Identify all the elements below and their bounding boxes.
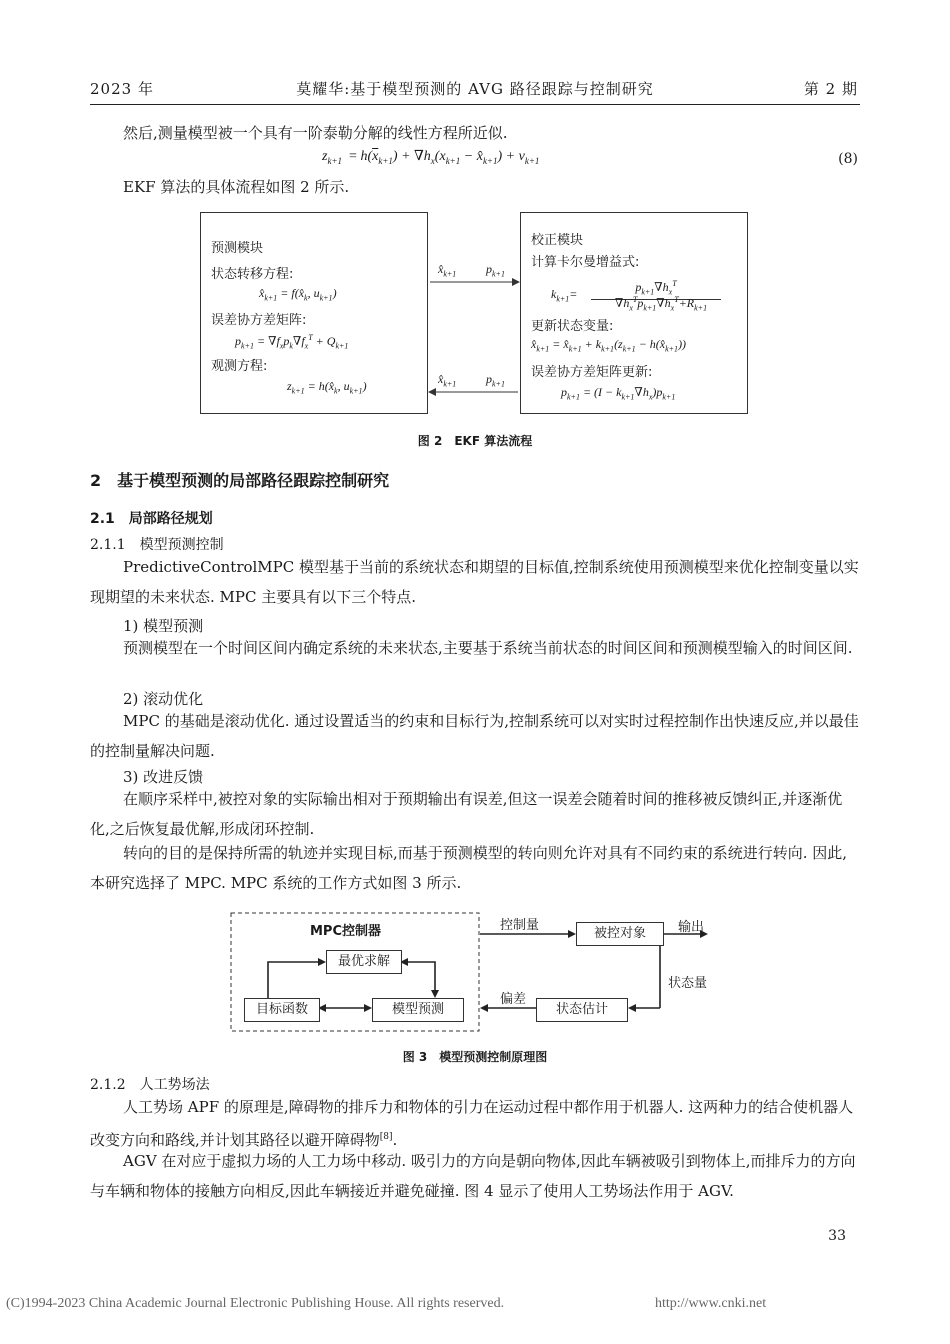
arrow-top-x: $x̂_{k+1}$ [438,262,457,279]
figure-2 [200,212,748,414]
state-quantity-label: 状态量 [668,976,708,991]
header-rule [90,104,860,105]
state-estimation-box: 状态估计 [536,998,628,1022]
model-prediction-box: 模型预测 [372,998,464,1022]
equation-8: $z_{k+1} = h(\overline{x}_{k+1}) + \nabla h_x(x_{k+1}$ − $x̂_{k+1}) + v_{k+1}$ [322,149,540,166]
header-title: 莫耀华:基于模型预测的 AVG 路径跟踪与控制研究 [296,80,654,98]
figure-3 [230,912,730,1034]
mpc-item-3: 3) 改进反馈 [123,768,204,786]
covariance-update-equation: $p_{k+1} = (I - k_{k+1}\nabla h_x)p_{k+1}$ [561,385,676,402]
mpc-item-2: 2) 滚动优化 [123,690,204,708]
figure-3-caption: 图 3 模型预测控制原理图 [402,1050,548,1064]
correction-module-box: 校正模块 计算卡尔曼增益式: $k_{k+1}=$ $p_{k+1}\nabla h_x^T$ $\nabla h_x^Tp_{k+1}\nabla h_x^T+R_{k+1}$ 更新状态变量: $x̂_{k+1}$ = $x̂_{k+1} + k_{k+1}(z_{k+1}$ − $h(x̂_{k+1})$) 误差协方差矩阵更新: $p_{k+1} = (I - k_{k+1}\nabla h_x)p_{k+1}$ [520,212,748,414]
eq8-lhs: z [322,149,328,164]
mpc-paragraph-4: 在顺序采样中,被控对象的实际输出相对于预期输出有误差,但这一误差会随着时间的推移被反馈纠正,并逐渐优化,之后恢复最优解,形成闭环控制. [90,790,843,838]
section-2-1-2-title: 2.1.2 人工势场法 [90,1077,210,1093]
controlled-object-box: 被控对象 [576,922,664,946]
section-2-1-title: 2.1 局部路径规划 [90,511,213,527]
state-transition-equation: $x̂_{k+1}$ = $f(x̂_k$, $u_{k+1}$) [259,286,337,303]
observation-label: 观测方程: [211,359,268,374]
control-quantity-label: 控制量 [500,918,540,933]
intro-paragraph-1: 然后,测量模型被一个具有一阶泰勒分解的线性方程所近似. [123,124,508,142]
header-issue: 第 2 期 [803,80,858,98]
citation-8: [8] [379,1132,393,1142]
output-label: 输出 [678,920,705,935]
optimal-solution-box: 最优求解 [326,950,402,974]
deviation-label: 偏差 [500,992,527,1007]
prediction-module-title: 预测模块 [211,241,264,256]
apf-paragraph-2: AGV 在对应于虚拟力场的人工力场中移动. 吸引力的方向是朝向物体,因此车辆被吸引到物体上,而排斥力的方向与车辆和物体的接触方向相反,因此车辆接近并避免碰撞. 图 4 显示了使用人工势场法作用于 AGV. [90,1152,856,1200]
objective-function-box: 目标函数 [244,998,320,1022]
correction-module-title: 校正模块 [531,233,584,248]
section-2-1-1-title: 2.1.1 模型预测控制 [90,537,224,553]
page-number: 33 [828,1228,846,1244]
figure-2-caption: 图 2 EKF 算法流程 [417,434,533,448]
mpc-item-1: 1) 模型预测 [123,617,204,635]
update-state-equation: $x̂_{k+1}$ = $x̂_{k+1} + k_{k+1}(z_{k+1}$ − $h(x̂_{k+1})$) [531,337,687,354]
arrow-top-p: $p_{k+1}$ [486,262,505,279]
mpc-paragraph-3: MPC 的基础是滚动优化. 通过设置适当的约束和目标行为,控制系统可以对实时过程控制作出快速反应,并以最佳的控制量解决问题. [90,712,859,760]
error-covariance-label: 误差协方差矩阵: [211,313,307,328]
observation-equation: $z_{k+1}$ = $h(x̂_k$, $u_{k+1}$) [287,379,367,396]
arrow-bottom-p: $p_{k+1}$ [486,372,505,389]
kalman-gain-label: 计算卡尔曼增益式: [531,255,640,270]
apf-paragraph-1: 人工势场 APF 的原理是,障碍物的排斥力和物体的引力在运动过程中都作用于机器人. 这两种力的结合使机器人改变方向和路线,并计划其路径以避开障碍物[8]. [90,1098,854,1149]
mpc-paragraph-2: 预测模型在一个时间区间内确定系统的未来状态,主要基于系统当前状态的时间区间和预测模型输入的时间区间. [123,639,853,657]
mpc-controller-label: MPC控制器 [310,924,382,939]
cnki-link[interactable]: http://www.cnki.net [655,1296,767,1311]
equation-8-number: (8) [838,151,858,167]
arrow-bottom-x: $x̂_{k+1}$ [438,372,457,389]
header-year: 2023 年 [90,80,154,98]
covariance-update-label: 误差协方差矩阵更新: [531,365,653,380]
state-transition-label: 状态转移方程: [211,267,294,282]
mpc-paragraph-5: 转向的目的是保持所需的轨迹并实现目标,而基于预测模型的转向则允许对具有不同约束的系统进行转向. 因此,本研究选择了 MPC. MPC 系统的工作方式如图 3 所示. [90,844,848,892]
mpc-paragraph-1: PredictiveControlMPC 模型基于当前的系统状态和期望的目标值,控制系统使用预测模型来优化控制变量以实现期望的未来状态. MPC 主要具有以下三个特点. [90,558,859,606]
intro-paragraph-2: EKF 算法的具体流程如图 2 所示. [123,178,350,196]
copyright-footer: (C)1994-2023 China Academic Journal Electronic Publishing House. All rights reserved. [6,1296,505,1311]
section-2-title: 2 基于模型预测的局部路径跟踪控制研究 [90,471,390,490]
update-state-label: 更新状态变量: [531,319,614,334]
error-covariance-equation: $p_{k+1} = \nabla f_xp_k\nabla f_x^T + Q_{k+1}$ [235,333,349,351]
prediction-module-box [200,212,428,414]
